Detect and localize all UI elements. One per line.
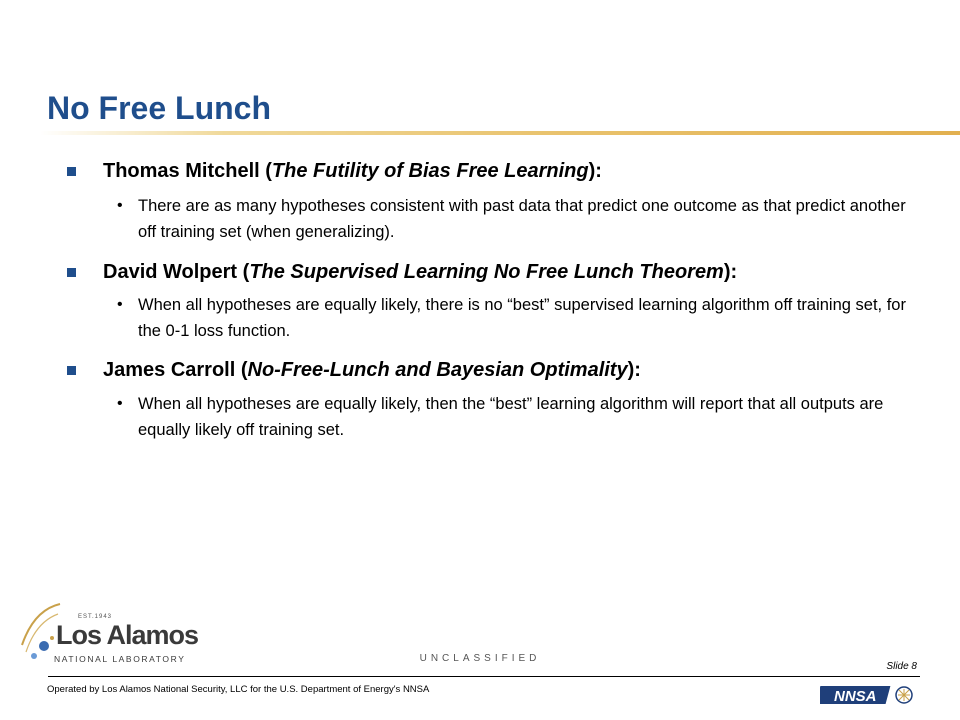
nnsa-label: NNSA xyxy=(834,688,877,705)
title-divider xyxy=(40,131,960,135)
logo-subtitle: NATIONAL LABORATORY xyxy=(54,654,186,664)
logo-est: EST.1943 xyxy=(78,614,113,620)
operated-by-text: Operated by Los Alamos National Security, LLC for the U.S. Department of Energy's NNSA xyxy=(47,684,430,695)
dot-bullet-icon: • xyxy=(117,296,123,313)
lanl-logo xyxy=(14,600,199,678)
footer-divider xyxy=(48,676,920,677)
item-suffix: ): xyxy=(588,160,602,182)
item-suffix: ): xyxy=(723,261,738,283)
nnsa-logo-icon xyxy=(820,680,916,710)
item-heading xyxy=(103,260,737,284)
item-heading xyxy=(103,159,602,183)
item-work: The Supervised Learning No Free Lunch Theorem xyxy=(249,261,724,283)
dot-bullet-icon: • xyxy=(117,197,123,214)
item-author: James Carroll ( xyxy=(103,359,248,381)
logo-name: Los Alamos xyxy=(56,620,199,650)
nnsa-logo xyxy=(820,680,916,710)
item-work: No-Free-Lunch and Bayesian Optimality xyxy=(247,359,628,381)
item-author: David Wolpert ( xyxy=(103,261,250,283)
item-text: When all hypotheses are equally likely, then the “best” learning algorithm will report that all outputs are equally likely off training set. xyxy=(138,395,884,439)
square-bullet-icon xyxy=(67,268,76,277)
square-bullet-icon xyxy=(67,366,76,375)
item-suffix: ): xyxy=(627,359,641,381)
item-author: Thomas Mitchell ( xyxy=(103,160,272,182)
item-work: The Futility of Bias Free Learning xyxy=(271,160,589,182)
slide-title: No Free Lunch xyxy=(47,90,272,126)
dot-bullet-icon: • xyxy=(117,395,123,412)
classification-label: UNCLASSIFIED xyxy=(419,653,541,664)
item-text: There are as many hypotheses consistent with past data that predict one outcome as that predict another off training set (when generalizing). xyxy=(138,197,906,241)
item-heading xyxy=(103,358,641,382)
item-text: When all hypotheses are equally likely, there is no “best” supervised learning algorithm off training set, for the 0-1 loss function. xyxy=(138,296,906,340)
slide-number: Slide 8 xyxy=(886,661,917,672)
square-bullet-icon xyxy=(67,167,76,176)
